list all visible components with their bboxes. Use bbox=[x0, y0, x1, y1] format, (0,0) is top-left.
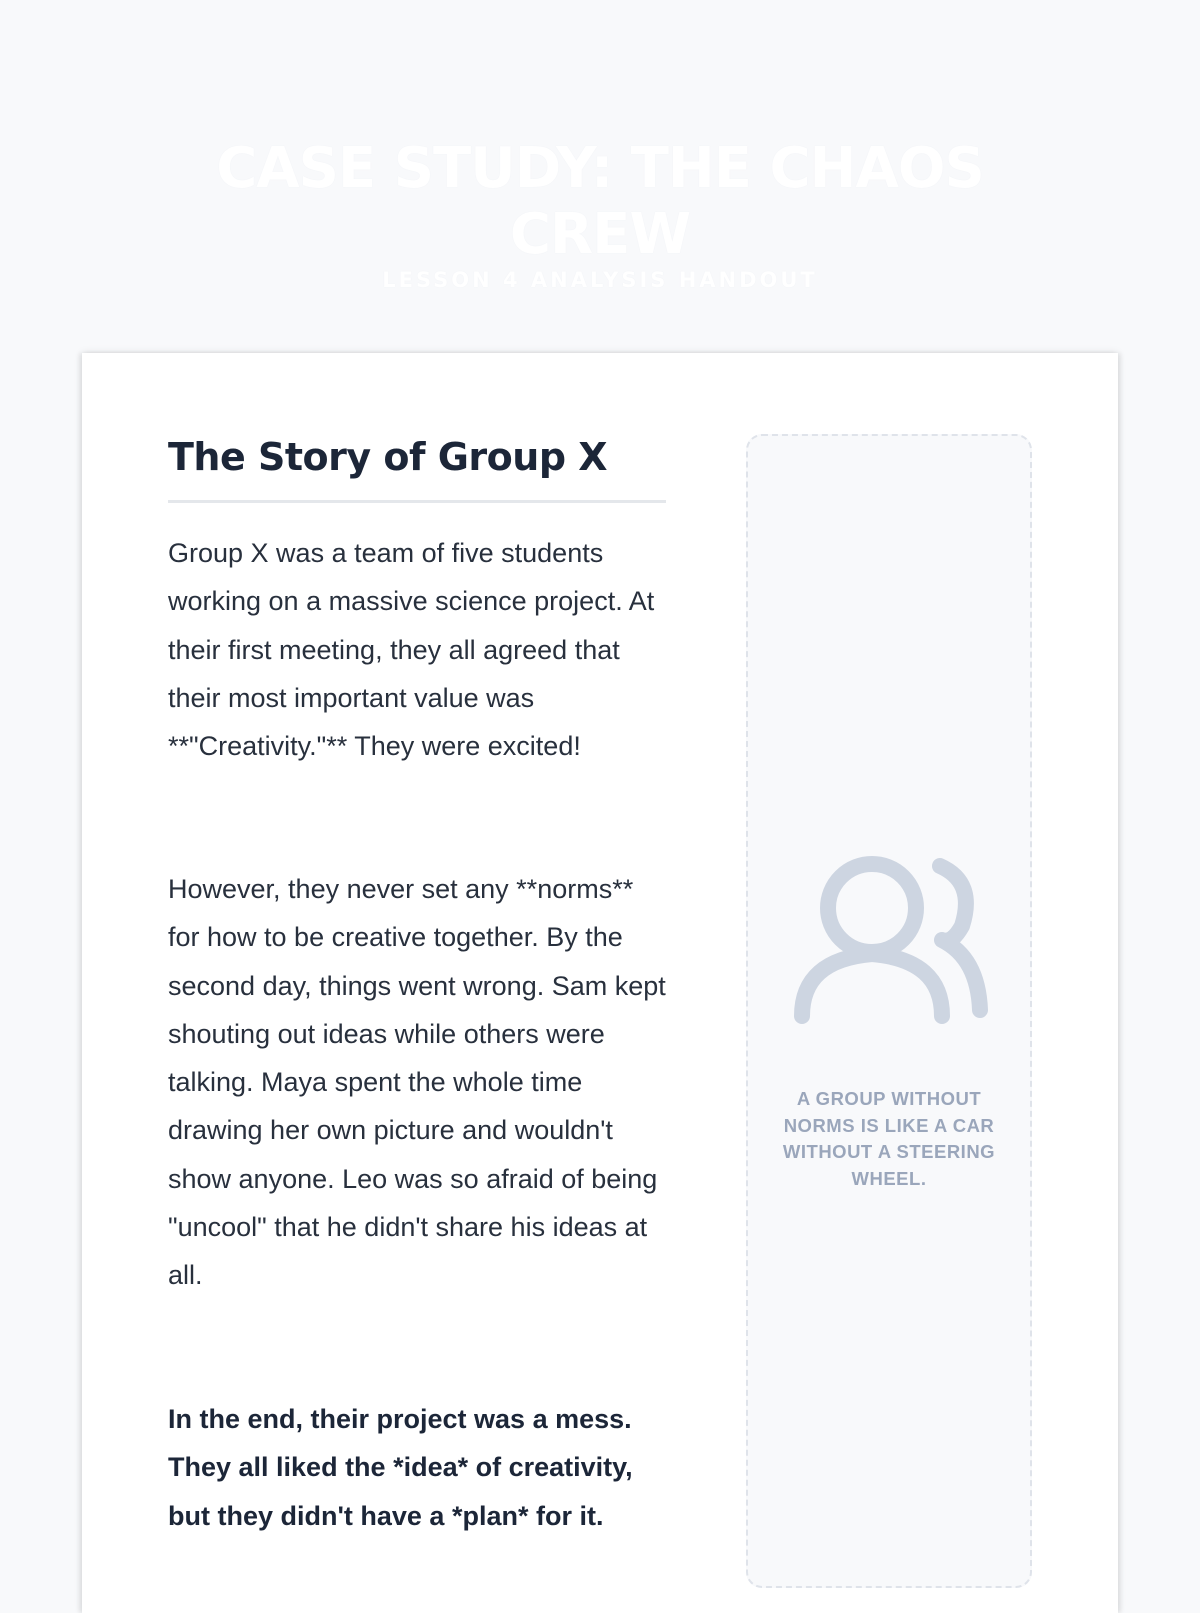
content-card bbox=[82, 353, 1118, 1613]
heading-divider bbox=[168, 500, 666, 503]
users-icon bbox=[792, 848, 988, 1028]
story-conclusion: In the end, their project was a mess. They all liked the *idea* of creativity, but they didn't have a *plan* for it. bbox=[168, 1404, 633, 1531]
story-paragraph-2: However, they never set any **norms** for how to be creative together. By the second day, things went wrong. Sam kept shouting out ideas while others were talking. Maya spent the whole time drawing her own picture and wouldn't show anyone. Leo was so afraid of being "uncool" that he didn't share his ideas at all. bbox=[168, 874, 666, 1291]
illustration-panel bbox=[746, 434, 1032, 1588]
hero-header bbox=[0, 0, 1200, 350]
story-paragraph-1: Group X was a team of five students working on a massive science project. At their first meeting, they all agreed that their most important value was **"Creativity."** They were excited! bbox=[168, 538, 655, 762]
page-title: CASE STUDY: THE CHAOS CREW bbox=[216, 136, 984, 267]
page-subtitle: LESSON 4 ANALYSIS HANDOUT bbox=[382, 268, 818, 292]
story-heading: The Story of Group X bbox=[168, 435, 608, 479]
illustration-caption: A GROUP WITHOUT NORMS IS LIKE A CAR WITHOUT A STEERING WHEEL. bbox=[782, 1088, 996, 1189]
